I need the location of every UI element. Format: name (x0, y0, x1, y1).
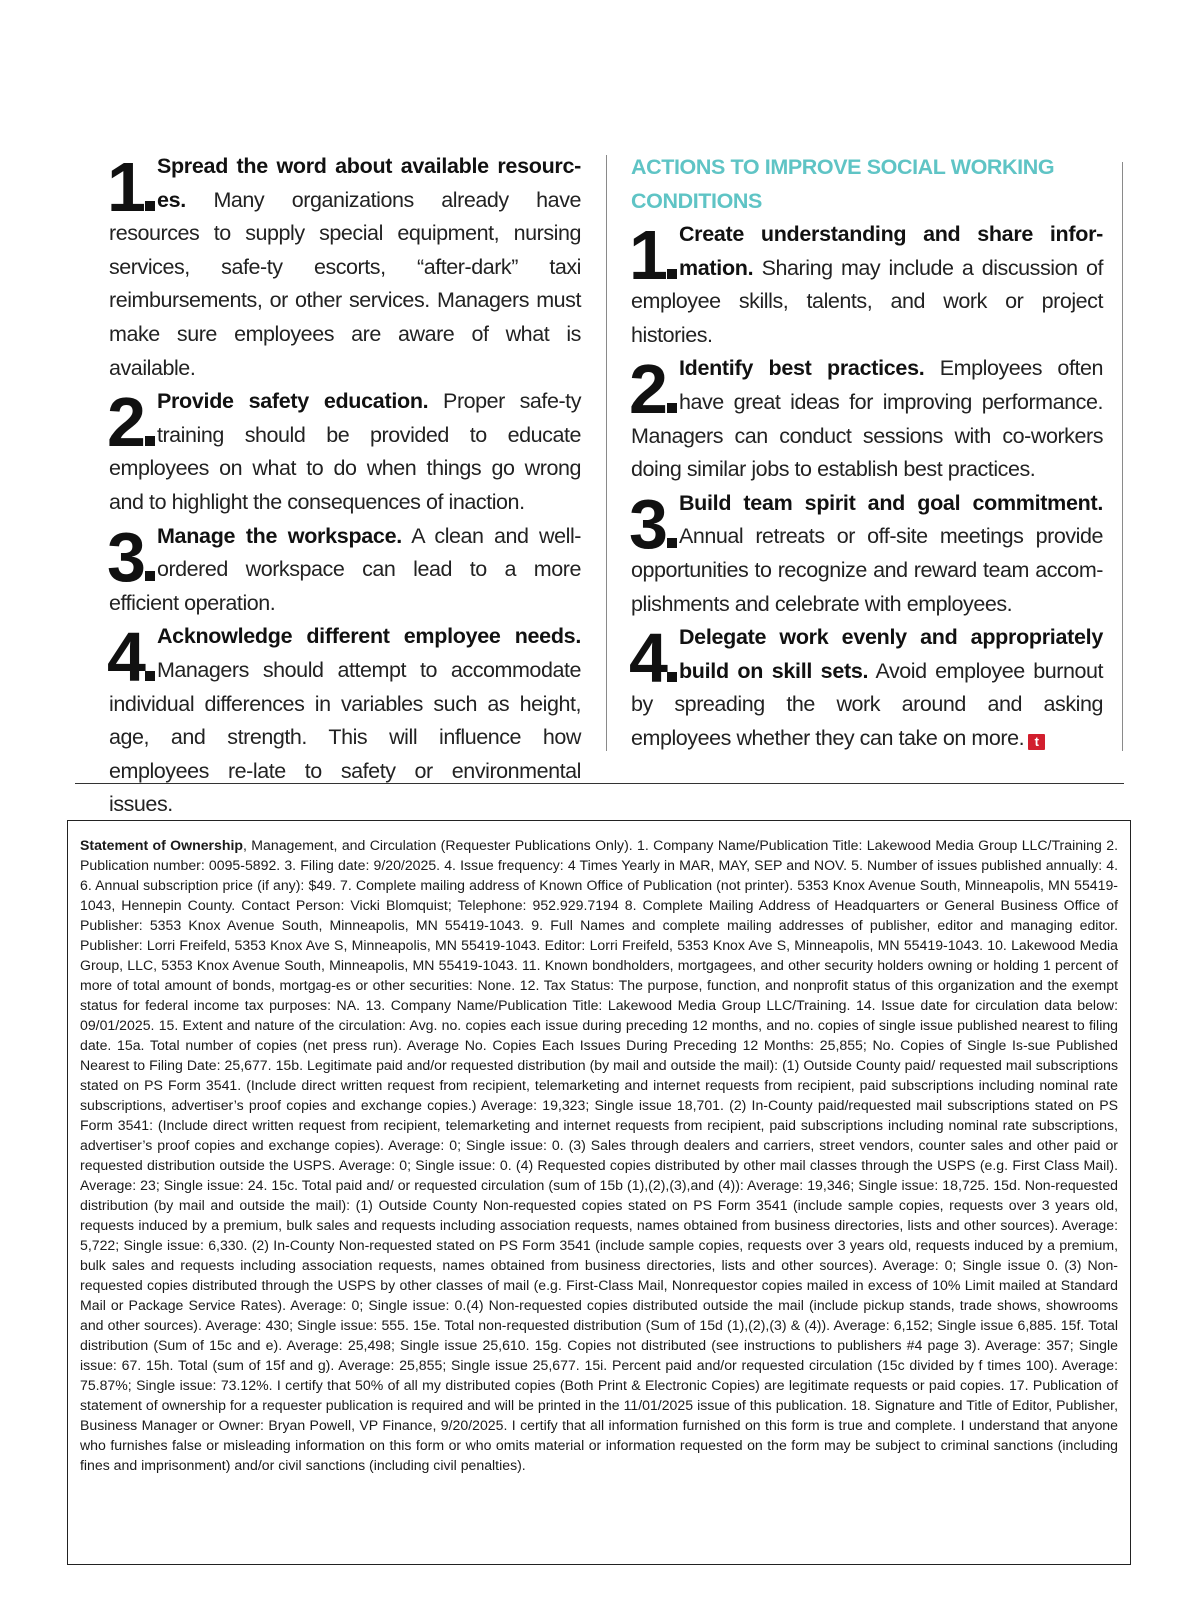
item-body: A clean and well-ordered workspace can lead to a more efficient operation. (109, 523, 581, 615)
end-mark-icon: t (1028, 734, 1045, 750)
item-lead: Acknowledge different employee needs. (156, 624, 581, 649)
statement-body: , Management, and Circulation (Requester Publications Only). 1. Company Name/Publication Title: Lakewood Media Group LLC/Training 2. Publication number: 0095-5892. 3. Filing date: 9/20/2025. 4. Issue frequency: 4 Times Yearly in MAR, MAY, SEP and NOV. 5. Number of issues published annually: 4. 6. Annual subscription price (if any): $49. 7. Complete mailing address of Known Office of Publication (not printer). 5353 Knox Avenue South, Minneapolis, MN 55419-1043, Hennepin County. Contact Person: Vicki Blomquist; Telephone: 952.929.7194 8. Complete Mailing Address of Headquarters or General Business Office of Publisher: 5353 Knox Avenue South, Minneapolis, MN 55419-1043. 9. Full Names and complete mailing addresses of publisher, editor and managing editor. Publisher: Lorri Freifeld, 5353 Knox Ave S, Minneapolis, MN 55419-1043. Editor: Lorri Freifeld, 5353 Knox Ave S, Minneapolis, MN 55419-1043. 10. Lakewood Media Group, LLC, 5353 Knox Avenue South, Minneapolis, MN 55419-1043. 11. Known bondholders, mortgagees, and other security holders owning or holding 1 percent of more of total amount of bonds, mortgag-es or other securities: None. 12. Tax Status: The purpose, function, and nonprofit status of this organization and the exempt status for federal income tax purposes: NA. 13. Company Name/Publication Title: Lakewood Media Group LLC/Training. 14. Issue date for circulation data below: 09/01/2025. 15. Extent and nature of the circulation: Avg. no. copies each issue during preceding 12 months, and no. copies of single issue published nearest to filing date. 15a. Total number of copies (net press run). Average No. Copies Each Issues During Preceding 12 Months: 25,855; No. Copies of Single Is-sue Published Nearest to Filing Date: 25,677. 15b. Legitimate paid and/or requested distribution (by mail and outside the mail): (1) Outside County paid/ requested mail subscriptions stated on PS Form 3541. (Include direct written request from recipient, telemarketing and internet requests from recipient, paid subscriptions including nominal rate subscriptions, advertiser’s proof copies and exchange copies.) Average: 19,323; Single issue 18,701. (2) In-County paid/requested mail subscriptions stated on PS Form 3541: (Include direct written request from recipient, telemarketing and internet requests from recipient, paid subscriptions including nominal rate subscriptions, advertiser’s proof copies and exchange copies). Average: 0; Single issue: 0. (3) Sales through dealers and carriers, street vendors, counter sales and other paid or requested distribution outside the USPS. Average: 0; Single issue: 0. (4) Requested copies distributed by other mail classes through the USPS (e.g. First Class Mail). Average: 23; Single issue: 24. 15c. Total paid and/ or requested circulation (sum of 15b (1),(2),(3),and (4)): Average: 19,346; Single issue: 18,725. 15d. Non-requested distribution (by mail and outside the mail): (1) Outside County Non-requested copies stated on PS Form 3541 (include sample copies, requests over 3 years old, requests induced by a premium, bulk sales and requests including association requests, names obtained from business directories, lists and other sources). Average: 5,722; Single issue: 6,330. (2) In-County Non-requested stated on PS Form 3541 (include sample copies, requests over 3 years old, requests induced by a premium, bulk sales and requests including association requests, names obtained from business directories, lists and other sources). Average: 0; Single issue 0. (3) Non-requested copies distributed through the USPS by other classes of mail (e.g. First-Class Mail, Nonrequestor copies mailed in excess of 10% Limit mailed at Standard Mail or Package Service Rates). Average: 0; Single issue: 0.(4) Non-requested copies distributed outside the mail (include pickup stands, trade shows, showrooms and other sources). Average: 430; Single issue: 555. 15e. Total non-requested distribution (Sum of 15d (1),(2),(3) & (4)). Average: 6,152; Single issue 6,885. 15f. Total distribution (Sum of 15c and e). Average: 25,498; Single issue 25,610. 15g. Copies not distributed (see instructions to publishers #4 page 3). Average: 357; Single issue: 67. 15h. Total (sum of 15f and g). Average: 25,855; Single issue 25,677. 15i. Percent paid and/or requested circulation (15c divided by f times 100). Average: 75.87%; Single issue: 73.12%. I certify that 50% of all my distributed copies (Both Print & Electronic Copies) are legitimate requests or paid copies. 17. Publication of statement of ownership for a requester publication is required and will be printed in the 11/01/2025 issue of this publication. 18. Signature and Title of Editor, Publisher, Business Manager or Owner: Bryan Powell, VP Finance, 9/20/2025. I certify that all information furnished on this form is true and complete. I understand that anyone who furnishes false or misleading information on this form or who omits material or information requested on the form may be subject to criminal sanctions (including fines and imprisonment) and/or civil sanctions (including civil penalties). (80, 837, 1118, 1473)
item-body: Sharing may include a discussion of employee skills, talents, and work or project histories. (631, 255, 1103, 347)
list-item (107, 517, 581, 621)
list-item (631, 218, 1103, 352)
list-item (109, 150, 581, 385)
item-lead: Identify best practices. (678, 356, 925, 381)
item-body: Avoid employee burnout by spreading the work around and asking employees whether they can take on more. (631, 658, 1104, 750)
left-column (109, 150, 581, 822)
item-lead: Create understanding and share infor-mation. (678, 222, 1103, 280)
list-item (629, 484, 1103, 621)
section-title: ACTIONS TO IMPROVE SOCIAL WORKING CONDITIONS (631, 155, 1055, 213)
item-body: Employees often have great ideas for improving performance. Managers can conduct sessions with co-workers doing similar jobs to establish best practices. (631, 356, 1103, 482)
item-lead: Spread the word about available resourc-es. (156, 154, 581, 212)
item-lead: Manage the workspace. (156, 523, 402, 548)
item-number: 2 (629, 360, 677, 418)
item-number: 4 (629, 629, 677, 687)
statement-lead: Statement of Ownership (80, 837, 243, 853)
item-lead: Delegate work evenly and appropriately build on skill sets. (678, 625, 1103, 683)
item-number: 2 (107, 393, 155, 451)
item-lead: Build team spirit and goal commitment. (678, 490, 1103, 515)
item-number: 4 (107, 628, 155, 686)
list-item (631, 621, 1103, 755)
column-divider (606, 155, 607, 751)
item-number: 3 (107, 528, 155, 586)
statement-of-ownership-box (67, 820, 1131, 1565)
right-column (631, 150, 1103, 756)
item-number: 3 (629, 495, 677, 553)
item-body: Many organizations already have resources to supply special equipment, nursing services, safe-ty escorts, “after-dark” taxi reimbursements, or other services. Managers must make sure employees are aware of what is available. (109, 187, 581, 380)
item-body: Annual retreats or off-site meetings provide opportunities to recognize and reward team accom-plishments and celebrate with employees. (631, 524, 1103, 616)
list-item (631, 352, 1103, 486)
item-number: 1 (629, 226, 677, 284)
item-number: 1 (107, 158, 155, 216)
right-divider (1122, 162, 1123, 751)
list-item (109, 620, 581, 822)
item-body: Proper safe-ty training should be provided to educate employees on what to do when things go wrong and to highlight the consequences of inaction. (109, 389, 581, 514)
item-body: Managers should attempt to accommodate individual differences in variables such as height, age, and strength. This will influence how employees re-late to safety or environmental issues. (109, 657, 581, 817)
item-lead: Provide safety education. (156, 389, 429, 414)
list-item (109, 385, 581, 519)
horizontal-divider (75, 783, 1124, 784)
statement-text (80, 835, 1118, 1475)
